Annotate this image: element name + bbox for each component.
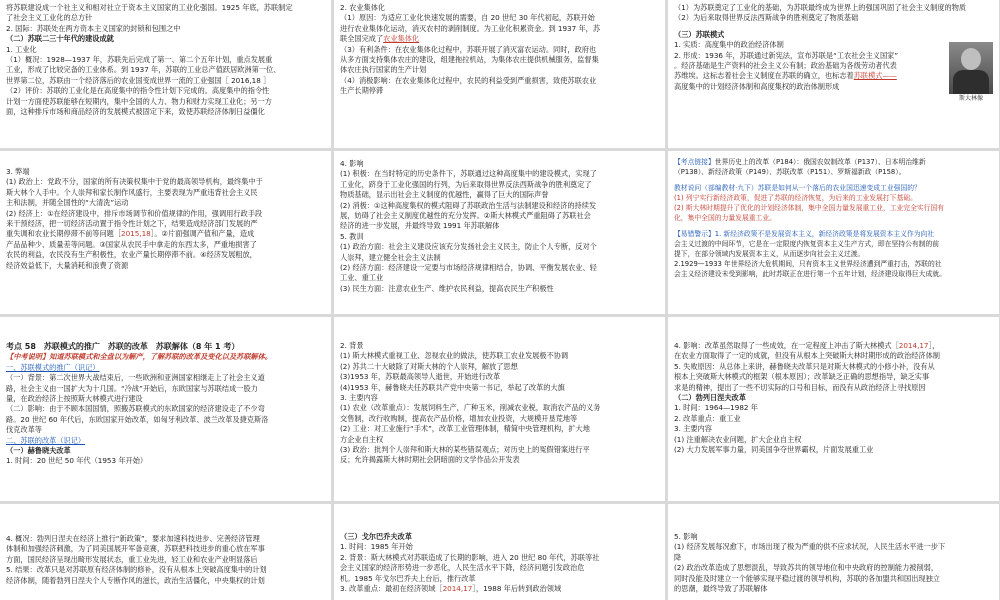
section-heading: （二）苏联二三十年代的建设成就	[6, 34, 114, 44]
slide-11[interactable]	[334, 504, 665, 600]
slide-4[interactable]	[0, 151, 331, 314]
text-line: 1. 时间：1964—1982 年	[674, 403, 758, 413]
text-line: （一）背景：第二次世界大战结束后，一些欧洲和亚洲国家相继走上了社会主义道	[6, 373, 265, 383]
portrait-head	[961, 48, 981, 70]
text-line: 5. 结果：改革只是对苏联原有经济体制的修补，没有从根本上突破高度集中的计划	[6, 565, 267, 575]
text-line: (1) 积极：在当时特定的历史条件下，苏联通过这种高度集中的建设模式，实现了	[340, 169, 597, 179]
text-line: 机。1985 年戈尔巴乔夫上台后，推行改革	[340, 573, 476, 583]
text-line: 求是的精神，提出了一些不切实际的口号和目标，而没有从政治经济上寻找原因	[674, 382, 926, 392]
text-line: (3) 政治：批判个人崇拜和斯大林的某些错误观点；对历史上的冤假错案进行平	[340, 445, 590, 455]
text-line: 的思潮，最终导致了苏联解体	[674, 584, 768, 594]
text-line: 计划一方面使苏联能够在短期内，集中全国的人力、物力和财力实现工业化；另一方	[6, 96, 272, 106]
text-line: 2. 农业集体化	[340, 3, 386, 12]
slide-10[interactable]	[0, 504, 331, 600]
answer-line: 化，集中全国的力量发展重工业。	[674, 214, 776, 222]
text-line: 2. 背景：斯大林模式对苏联造成了长期的影响，进入 20 世纪 80 年代，苏联等社	[340, 552, 600, 562]
text-line: 将苏联建设成一个社主义和相对社立于资本主义国家的工业化强国。1925 年底，苏联制定	[6, 3, 293, 12]
text-line: 高度集中的计划经济体制和高度集权的政治体制形成	[674, 81, 840, 91]
slide-1[interactable]	[0, 0, 331, 148]
text-line: 斯大林个人手中。个人崇拜和家长制作风盛行，主要表现为严重违背社会主义民	[6, 187, 258, 197]
text-line: 降	[674, 552, 682, 562]
text-line: 。经济基础是生产资料的社会主义公有制；政治基础为各级劳动者代表	[674, 61, 897, 71]
warning-line: 【易错警示】1. 新经济政策不是发展资本主义，新经济政策是将发展资本主义作为向社	[674, 230, 935, 238]
text-line: 3. 弊端	[6, 167, 30, 176]
text-line: （1）原因：为适应工业化快速发展的需要，自 20 世纪 30 年代初起，苏联开始	[340, 13, 595, 23]
text-line: 在农业方面取得了一定的成就，但没有从根本上突破斯大林时期形成的政治经济体制	[674, 351, 940, 361]
text-line: (2) 苏共二十大破除了对斯大林的个人崇拜，解放了思想	[340, 361, 518, 371]
text-line: (2) 经济上：①在经济建设中，排斥市场调节和价值规律的作用，强调用行政手段	[6, 208, 263, 218]
section-heading: 二、苏联的改革（识记）	[6, 435, 86, 445]
callout-label: 【考点链接】	[674, 158, 715, 166]
text-line: 3. 主要内容	[340, 393, 378, 403]
text-line: 1. 工业化	[6, 44, 37, 54]
text-line: (3) 民生方面：注意农业生产、维护农民利益，提高农民生产积极性	[340, 283, 554, 293]
text-line: 2. 背景	[340, 341, 364, 350]
text-line: 经济体制，随着勃列日涅夫个人专断作风的滋长，政治生活僵化，中央集权的计划	[6, 575, 265, 585]
text-line: (1) 注重解决农业问题，扩大企业自主权	[674, 434, 802, 444]
text-line: 农民的利益，农民没有生产积极性，农业产量长期停滞不前。④经济发展粗放，	[6, 250, 257, 260]
text-line: (2) 大力发展军事力量，同美国争夺世界霸权，片面发展重工业	[674, 445, 874, 455]
portrait-caption: 斯大林像	[958, 95, 983, 103]
text-line: (2) 政治改革造成了思想混乱，导致苏共的领导地位和中央政府的控制能力被削弱，	[674, 563, 939, 573]
year-ref: 2014,17	[898, 341, 929, 350]
textbook-question: 教材说问（部编教材·九下）苏联是如何从一个落后的农业国迅速变成工业强国的？	[674, 184, 921, 192]
text-line: (4)1953 年，赫鲁晓夫任苏联共产党中央第一书记，举起了改革的大旗	[340, 382, 565, 392]
text-line: 会主义国家的经济形势进一步恶化，人民生活水平下降，经济问题引发政治危	[340, 563, 585, 573]
text-line: 2. 改革重点：重工业	[674, 413, 741, 423]
text-line: 4. 概况：勃列日涅夫在经济上推行“新政策”，要求加速科技进步、完善经济管理	[6, 534, 260, 543]
text-line: 方企业自主权	[340, 434, 384, 444]
text-line: 来干预经济，把一切经济活动置于指令性计划之下，结果造成经济部门发展的严	[6, 219, 258, 229]
text-line: 人崇拜，建立健全社会主义法制	[340, 252, 441, 262]
text-segment: 重失调和农业长期停滞不前等问题［	[6, 229, 122, 239]
text-line: （1）概况：1928—1937 年，苏联先后完成了第一、第二个五年计划，重点发展重	[6, 55, 273, 65]
text-segment: 3. 改革重点：最初在经济领域［	[340, 584, 443, 594]
text-line: 提下，在部分领域内发展资本主义，从而逐步向社会主义过渡。	[674, 250, 865, 258]
text-segment: 4. 影响：改革虽然取得了一些成效，在一定程度上冲击了斯大林模式［	[674, 341, 899, 350]
text-line: 根本上突破斯大林模式的框架（根本原因）；改革缺乏正确的思想指导，缺乏实事	[674, 372, 930, 382]
slide-7[interactable]	[0, 317, 331, 501]
text-line: 路。20 世纪 60 年代后，东欧国家开始改革，如匈牙利改革、波兰改革及捷克斯洛	[6, 414, 269, 424]
text-line: （4）消极影响：在农业集体化过程中，农民的利益受到严重损害，致使苏联农业	[340, 75, 597, 85]
portrait-body	[953, 70, 989, 94]
text-line: 经济的进一步发展，并最终导致 1991 年苏联解体	[340, 221, 500, 231]
topic-title: 考点 58 苏联模式的推广 苏联的改革 苏联解体（8 年 1 考）	[6, 342, 240, 351]
text-line: (1) 政治上：党政不分，国家的所有决策权集中于党的最高领导机构，最终集中于	[6, 177, 263, 187]
text-segment: 世界历史上的改革（P184）：俄国农奴制改革（P137）、日本明治维新	[714, 158, 926, 166]
text-line: 量，在政治经济上按照斯大林模式进行建设	[6, 394, 143, 404]
slide-5[interactable]	[334, 151, 665, 314]
text-line: 伐克改革等	[6, 425, 42, 435]
text-line: (1) 农业（改革重点）：发展饲料生产，广种玉米，削减农业税，取消农产品的义务	[340, 403, 601, 413]
text-line: 工业、重工业	[340, 273, 384, 283]
text-line: （二）影响：由于不顾本国国情，照搬苏联模式的东欧国家的经济建设走了不少弯	[6, 404, 265, 414]
text-line	[674, 157, 993, 167]
text-line: 1. 实质：高度集中的政治经济体制	[674, 40, 784, 50]
text-line: 方面，国民经济呈现出畸形发展状态，重工业先进，轻工业和农业产业明显落后	[6, 554, 258, 564]
text-line	[674, 341, 993, 351]
text-line: 2. 国际：苏联处在两方资本主义国家的封锁和包围之中	[6, 23, 181, 33]
text-line: (1) 经济发展每况愈下，市场出现了极为严重的供不应求状况，人民生活水平进一步下	[674, 542, 946, 552]
text-line: 产品品种少、质量差等问题。③国家从农民手中拿走的东西太多，严重地损害了	[6, 239, 257, 249]
subsection-heading: （三）戈尔巴乔夫改革	[340, 532, 412, 541]
text-line: 物质基础，显示出社会主义制度的优越性，赢得了巨大的国际声誉	[340, 190, 549, 200]
text-line: 展，妨碍了社会主义制度优越性的充分发挥。②斯大林模式严重阻碍了苏联社会	[340, 211, 591, 221]
text-line: 了社会主义工业化的总方针	[6, 13, 93, 23]
text-line: 经济效益低下，大量消耗和浪费了资源	[6, 260, 129, 270]
text-line: 路，社会主义由一国扩大为十几国。“冷战”开始后，东欧国家与苏联结成一股力	[6, 383, 258, 393]
text-segment: 联全国完成了	[340, 34, 384, 44]
slide-8[interactable]	[334, 317, 665, 501]
answer-line: (2) 斯大林时期提升了优化的计划经济体制，集中全国力量发展重工业，工业完全实行国有	[674, 204, 945, 212]
text-line: （2）评价：苏联的工业化是在高度集中的指令性计划下完成的。高度集中的指令性	[6, 86, 270, 96]
text-line: 会主义过渡的中间环节，它是在一定限度内恢复资本主义生产方式，即在坚持公有制的前	[674, 240, 940, 248]
slide-12[interactable]	[668, 504, 999, 600]
text-segment: 苏维埃。这标志着社会主义制度在苏联的确立，也标志着	[674, 71, 854, 81]
text-line: 体农庄执行国家的生产计划	[340, 65, 427, 75]
text-line	[674, 71, 993, 81]
text-line: 2. 形成：1936 年，苏联通过新宪法，宣布苏联是“工农社会主义国家”	[674, 50, 899, 60]
text-line	[340, 34, 659, 44]
slide-6[interactable]	[668, 151, 999, 314]
text-line: (2) 经济方面：经济建设一定要与市场经济规律相结合，协调、平衡发展农业、轻	[340, 263, 597, 273]
text-line	[340, 584, 659, 594]
text-line: （2）为后来取得世界反法西斯战争的胜利奠定了物质基础	[674, 13, 859, 23]
subsection-heading: （二）勃列日涅夫改革	[674, 393, 746, 403]
text-line: 工业化，跻身于工业化强国的行列，为后来取得世界反法西斯战争的胜利奠定了	[340, 179, 592, 189]
text-segment: ］，1988 年后转到政治领域	[472, 584, 562, 594]
text-line: 交售制，改行收购制，提高农产品价格，增加农业投资，大规模开垦荒地等	[340, 413, 578, 423]
text-line: 进行农业集体化运动，消灭农村的剥削制度。为工业化积累资金。到 1937 年，苏	[340, 23, 601, 33]
text-line: 从多方面支持集体农庄的建设，组建拖拉机站，为集体农庄提供机械服务，监督集	[340, 55, 599, 65]
text-line: 反；允许揭露斯大林时期社会阴暗面的文学作品公开发表	[340, 455, 520, 465]
text-line: 同时没能及时建立一个能够实现平稳过渡的领导机构，苏联的各加盟共和国出现独立	[674, 573, 940, 583]
slide-9[interactable]	[668, 317, 999, 501]
text-line	[6, 229, 325, 239]
year-ref: 2014,17	[442, 584, 473, 594]
stalin-portrait-image	[949, 42, 993, 94]
text-line: (2) 工业：对工业施行“手术”，改革工业管理体制，精简中央管理机构，扩大地	[340, 424, 590, 434]
text-line: (2) 消极：①这种高度集权的模式阻碍了苏联政治生活与法制建设和经济的持续发	[340, 200, 597, 210]
text-line: 1. 时间：20 世纪 50 年代（1953 年开始）	[6, 456, 148, 466]
text-line: 3. 主要内容	[674, 424, 712, 434]
text-line: （1）为苏联奠定了工业化的基础，为苏联最终成为世界上的强国巩固了社会主义制度的物质	[674, 3, 967, 12]
text-line: (1) 政治方面：社会主义建设应该充分发扬社会主义民主，防止个人专断，反对个	[340, 242, 597, 252]
section-heading: 一、苏联模式的推广（识记）	[6, 362, 100, 372]
text-line: 2.1929—1933 年世界经济大危机期间，只有资本主义世界经济遭到严重打击，苏联的社	[674, 260, 942, 268]
text-line: （P138）、新经济政策（P149）、苏联改革（P151）、罗斯福新政（P158）。	[674, 168, 906, 176]
highlight-term: 农业集体化	[383, 34, 420, 44]
text-segment: ］。②片面强调产值和产量，造成	[150, 229, 255, 239]
text-line: 4. 影响	[340, 159, 364, 168]
text-segment: ］，	[928, 341, 940, 350]
text-line: 会主义经济建设未受到影响，此时苏联正在进行第一个五年计划，经济建设取得巨大成就。	[674, 270, 946, 278]
text-line: 1. 时间：1985 年开始	[340, 542, 413, 552]
slide-2[interactable]	[334, 0, 665, 148]
text-line: 工业，形成了比较完备的工业体系。到 1937 年，苏联的工业总产值跃居欧洲第一位、	[6, 65, 281, 75]
section-heading: （三）苏联模式	[674, 29, 725, 39]
slide-3[interactable]	[668, 0, 999, 148]
highlight-term: 苏联模式——	[853, 71, 897, 81]
text-line: 5. 影响	[674, 532, 698, 541]
answer-line: (1) 列宁实行新经济政策，促进了苏联的经济恢复，为后来的工业发展打下基础。	[674, 194, 917, 202]
year-ref: 2015,18	[121, 229, 151, 239]
text-line: 面，这种排斥市场和商品经济的发展模式被固定下来，致使苏联经济体制日益僵化	[6, 107, 265, 117]
text-line: 体制和加强经济刺激，为了同美国展开军备竞赛，苏联把科技进步的重心放在军事	[6, 544, 265, 554]
text-line: (1) 斯大林模式重视工业、忽视农业的做法，使苏联工农业发展极不协调	[340, 351, 569, 361]
text-line: 主和法制，并随全国性的“大清洗”运动	[6, 198, 129, 208]
text-line: 5. 失败原因：从总体上来讲，赫鲁晓夫改革只是对斯大林模式的小修小补，没有从	[674, 361, 935, 371]
text-line: 生产长期停滞	[340, 86, 384, 96]
text-line: 5. 教训	[340, 231, 364, 241]
text-line: 世界第二位，苏联由一个经济落后的农业国变成世界一流的工业强国［ 2016,18 ］	[6, 75, 271, 85]
exam-note: 【中考说明】知道苏联模式和全盘以为解产，了解苏联的改革及变化以及苏联解体。	[6, 352, 272, 362]
subsection-heading: （一）赫鲁晓夫改革	[6, 446, 71, 456]
text-line: (3)1953 年，苏联最高领导人逝世，开始进行改革	[340, 372, 501, 382]
text-line: （3）有利条件：在农业集体化过程中，苏联开展了消灭富农运动。同时，政府也	[340, 44, 597, 54]
